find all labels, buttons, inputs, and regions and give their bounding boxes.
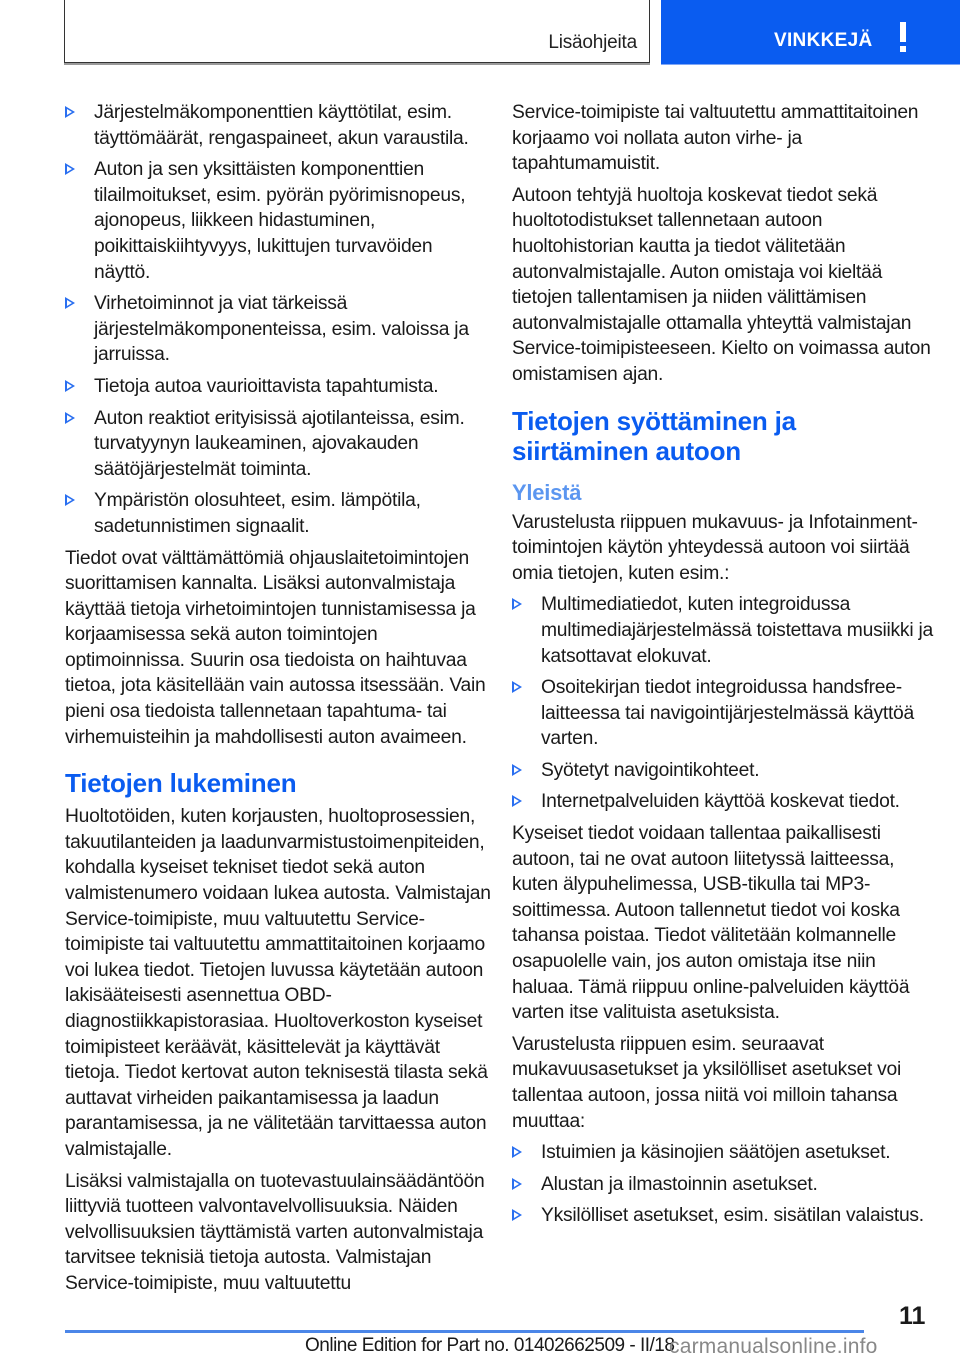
bullet-triangle-icon [512,1178,522,1190]
list-item: Osoitekirjan tiedot integroidussa handsfree-laitteessa tai navigointijärjestelmässä käyttöä varten. [512,675,938,752]
bullet-triangle-icon [512,764,522,776]
page-number: 11 [899,1302,926,1330]
list-item: Tietoja autoa vaurioittavista tapahtumista. [65,374,491,400]
section-heading: Tietojen lukeminen [65,768,297,799]
section-heading: Tietojen syöttäminen ja siirtäminen autoon [512,405,796,466]
paragraph: Autoon tehtyjä huoltoja koskevat tiedot sekä huoltotodistukset tallennetaan autoon huoltohistorian kautta ja tiedot välitetään autonvalmistajalle. Auton omistaja voi kieltää tietojen tallentamisen ja niiden välittämisen autonvalmistajalle ottamalla yhteyttä valmistajan Service-toimipisteeseen. Kielto on voimassa auton omistamisen ajan. [512,184,931,385]
list-item: Ympäristön olosuhteet, esim. lämpötila, sadetunnistimen signaalit. [65,488,491,539]
edition-text: Online Edition for Part no. 01402662509 - II/18 [305,1335,675,1356]
bullet-triangle-icon [512,1209,522,1221]
list-item: Istuimien ja käsinojien säätöjen asetukset. [512,1140,938,1166]
bullet-triangle-icon [512,795,522,807]
bullet-triangle-icon [65,297,75,309]
subsection-heading: Yleistä [512,479,582,505]
paragraph: Kyseiset tiedot voidaan tallentaa paikallisesti autoon, tai ne ovat autoon liitetyssä laitteessa, kuten älypuhelimessa, USB-tikulla tai MP3-soittimessa. Autoon tallennetut tiedot voi koska tahansa poistaa. Tiedot välitetään kolmannelle osapuolelle vain, jos auton omistaja itse niin haluaa. Tämä riippuu online-palveluiden käyttöä varten itse valituista asetuksista. [512,823,910,1024]
list-item: Yksilölliset asetukset, esim. sisätilan valaistus. [512,1203,938,1229]
exclamation-icon [899,22,907,52]
list-item: Järjestelmäkomponenttien käyttötilat, esim. täyttömäärät, rengaspaineet, akun varaustila. [65,100,491,151]
section-header-box [64,0,650,63]
paragraph: Tiedot ovat välttämättömiä ohjauslaitetoimintojen suorittamisen kannalta. Lisäksi autonvalmistaja käyttää tietoja virhetoimintojen tunnistamisessa ja korjaamisessa sekä auton toimintojen optimoinnissa. Suurin osa tiedoista on haihtuvaa tietoa, jota käsitellään vain autossa itsessään. Vain pieni osa tiedoista tallennetaan tapahtuma- tai virhemuisteihin ja mahdollisesti auton avaimeen. [65,547,486,748]
chapter-tab-label: VINKKEJÄ [774,30,873,51]
bullet-triangle-icon [65,494,75,506]
right-column [512,100,938,1235]
bullet-triangle-icon [65,412,75,424]
bullet-triangle-icon [65,106,75,118]
bullet-triangle-icon [512,681,522,693]
list-item: Syötetyt navigointikohteet. [512,758,938,784]
bullet-triangle-icon [512,598,522,610]
paragraph: Service-toimipiste tai valtuutettu ammattitaitoinen korjaamo voi nollata auton virhe- ja tapahtumamuistit. [512,102,919,175]
paragraph: Lisäksi valmistajalla on tuotevastuulainsäädäntöön liittyviä tuotteen valvontavelvollisuuksia. Näiden velvollisuuksien täyttämistä varten autonvalmistaja tarvitsee teknisiä tietoja autosta. Valmistajan Service-toimipiste, muu valtuutettu [65,1170,485,1294]
bullet-triangle-icon [65,380,75,392]
bullet-triangle-icon [512,1146,522,1158]
list-item: Multimediatiedot, kuten integroidussa multimediajärjestelmässä toistettava musiikki ja katsottavat elokuvat. [512,592,938,669]
bullet-triangle-icon [65,163,75,175]
list-item: Internetpalveluiden käyttöä koskevat tiedot. [512,789,938,815]
watermark-link[interactable]: carmanualsonline.info [669,1335,878,1358]
paragraph: Huoltotöiden, kuten korjausten, huoltoprosessien, takuutilanteiden ja laadunvarmistustoimenpiteiden, kohdalla kyseiset tekniset tiedot sekä auton valmistenumero voidaan lukea autosta. Valmistajan Service-toimipiste, muu valtuutettu Service-toimipiste tai valtuutettu ammattitaitoinen korjaamo voi lukea tiedot. Tietojen luvussa käytetään autoon lakisääteisesti asennettua OBD-diagnostiikkapistorasiaa. Huoltoverkoston kyseiset toimipisteet keräävät, käsittelevät ja käyttävät tietoja. Tiedot kertovat auton teknisestä tilasta sekä auttavat virheiden paikantamisessa ja laadun parantamisessa, ja ne välitetään tarvittaessa auton valmistajalle. [65,806,491,1160]
footer-divider [65,1330,864,1333]
list-item: Auton reaktiot erityisissä ajotilanteissa, esim. turvatyynyn laukeaminen, ajovakauden säätöjärjestelmät toiminta. [65,406,491,483]
paragraph: Varustelusta riippuen mukavuus- ja Infotainment-toimintojen käytön yhteydessä autoon voi siirtää omia tietojen, kuten esim.: [512,511,918,584]
list-item: Auton ja sen yksittäisten komponenttien tilailmoitukset, esim. pyörän pyörimisnopeus, ajonopeus, liikkeen hidastuminen, poikittaiskiihtyvyys, lukittujen turvavöiden näyttö. [65,157,491,285]
list-item: Virhetoiminnot ja viat tärkeissä järjestelmäkomponenteissa, esim. valoissa ja jarruissa. [65,291,491,368]
paragraph: Varustelusta riippuen esim. seuraavat mukavuusasetukset ja yksilölliset asetukset voi tallentaa autoon, jossa niitä voi milloin tahansa muuttaa: [512,1033,902,1132]
chapter-tab[interactable] [661,0,960,65]
list-item: Alustan ja ilmastoinnin asetukset. [512,1172,938,1198]
left-column [65,100,491,1303]
section-label: Lisäohjeita [548,32,637,53]
